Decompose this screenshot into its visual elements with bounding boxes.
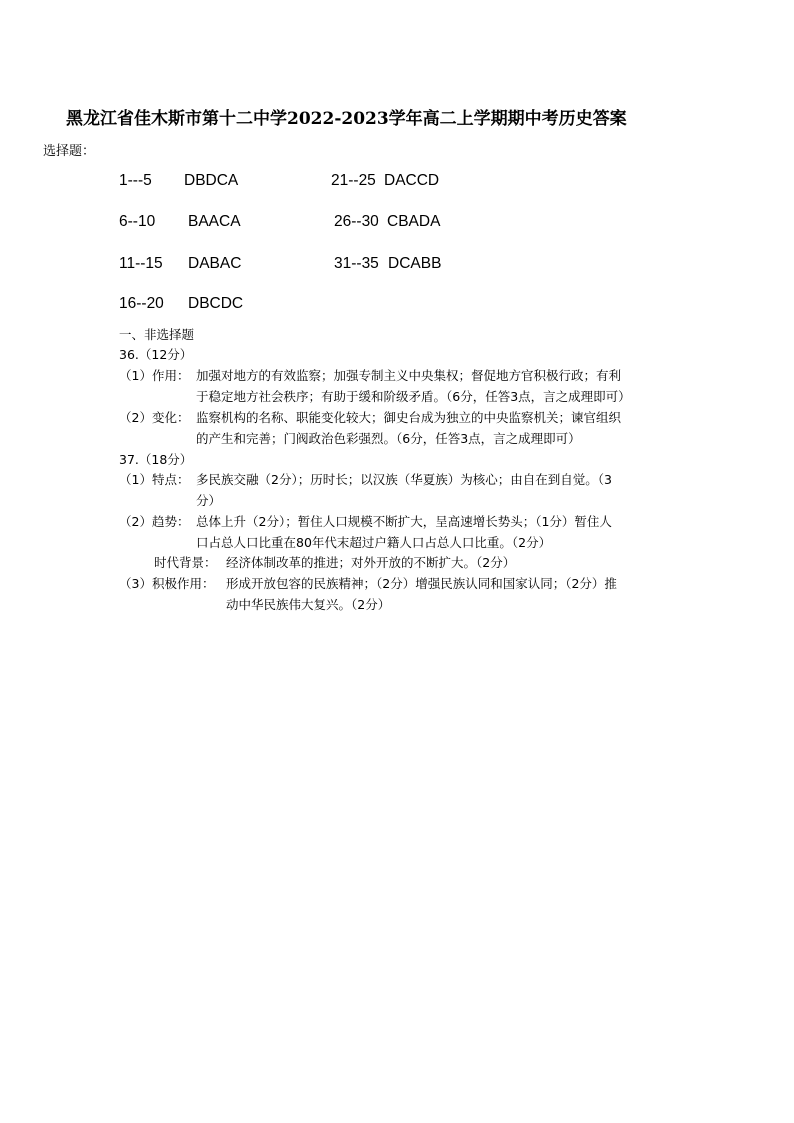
answer-range: 31--35 (334, 255, 379, 272)
question-37-part2-line2: 口占总人口比重在80年代末超过户籍人口占总人口比重。（2分） (196, 535, 552, 550)
question-37-part1-line2: 分） (196, 493, 222, 508)
answer-letters: BAACA (188, 213, 241, 230)
answer-letters: DBCDC (188, 295, 244, 312)
question-37-part1-line1: 多民族交融（2分）；历时长；以汉族（华夏族）为核心；由自在到自觉。（3 (196, 472, 612, 487)
question-36-part2-line2: 的产生和完善；门阀政治色彩强烈。（6分，任答3点，言之成理即可） (196, 431, 581, 446)
choice-heading: 选择题： (43, 144, 96, 159)
question-36-header: 36.（12分） (119, 347, 193, 362)
answer-range: 26--30 (334, 213, 379, 230)
question-37-part2-line1: 总体上升（2分）；暂住人口规模不断扩大，呈高速增长势头；（1分）暂住人 (196, 514, 612, 529)
document-title: 黑龙江省佳木斯市第十二中学2022-2023学年高二上学期期中考历史答案 (66, 109, 627, 129)
answer-range: 21--25 (331, 172, 376, 189)
question-37-part3-line2: 动中华民族伟大复兴。（2分） (226, 597, 391, 612)
question-37-part2-label: （2）趋势： (119, 514, 190, 529)
question-37-header: 37.（18分） (119, 452, 193, 467)
question-37-part1-label: （1）特点： (119, 472, 190, 487)
answer-letters: CBADA (387, 213, 441, 230)
answer-range: 11--15 (119, 255, 163, 272)
question-36-part1-line1: 加强对地方的有效监察；加强专制主义中央集权；督促地方官积极行政；有利 (196, 368, 622, 383)
question-36-part2-line1: 监察机构的名称、职能变化较大；御史台成为独立的中央监察机关；谏官组织 (196, 410, 622, 425)
answer-letters: DCABB (388, 255, 442, 272)
question-36-part1-label: （1）作用： (119, 368, 190, 383)
answer-letters: DBDCA (184, 172, 239, 189)
question-37-part3-label: （3）积极作用： (119, 576, 215, 591)
question-36-part2-label: （2）变化： (119, 410, 190, 425)
answer-range: 1---5 (119, 172, 152, 189)
question-37-background-label: 时代背景： (154, 555, 217, 570)
answer-range: 6--10 (119, 213, 156, 230)
answer-letters: DABAC (188, 255, 242, 272)
answer-range: 16--20 (119, 295, 164, 312)
question-36-part1-line2: 于稳定地方社会秩序；有助于缓和阶级矛盾。（6分，任答3点，言之成理即可） (196, 389, 631, 404)
answer-letters: DACCD (384, 172, 440, 189)
question-37-background-text: 经济体制改革的推进；对外开放的不断扩大。（2分） (226, 555, 516, 570)
non-choice-heading: 一、非选择题 (119, 327, 195, 342)
question-37-part3-line1: 形成开放包容的民族精神；（2分）增强民族认同和国家认同；（2分）推 (226, 576, 617, 591)
